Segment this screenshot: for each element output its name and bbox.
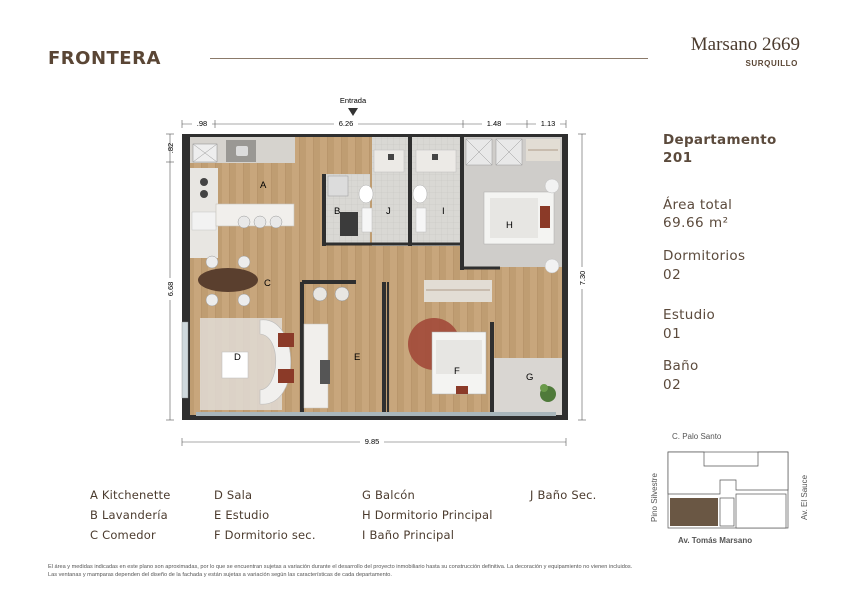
unit-heading: Departamento — [663, 132, 777, 148]
legend-item-i: I Baño Principal — [362, 528, 455, 542]
floor-plan — [160, 90, 600, 450]
header-divider — [210, 58, 648, 59]
legend-item-g: G Balcón — [362, 488, 415, 502]
legend-item-f: F Dormitorio sec. — [214, 528, 316, 542]
legend-item-c: C Comedor — [90, 528, 156, 542]
room-c-label: C — [264, 278, 271, 289]
room-f-label: F — [454, 366, 460, 377]
dim-top-4: 1.13 — [540, 119, 556, 128]
legend-item-j: J Baño Sec. — [530, 488, 597, 502]
legend-item-b: B Lavandería — [90, 508, 168, 522]
highlighted-building — [670, 498, 718, 526]
area-value: 69.66 m² — [663, 215, 729, 231]
dim-left-top: .82 — [166, 142, 175, 154]
street-right: Av. El Sauce — [800, 474, 809, 520]
disclaimer-line-1: El área y medidas indicadas en este plano son aproximadas, por lo que se encuentran sujetas a variación durante el desarrollo del proyecto inmobiliario hasta su construcción definitiva. La decoración y equipamiento no vienen incluidos. — [48, 564, 633, 570]
legend-item-e: E Estudio — [214, 508, 270, 522]
bath-value: 02 — [663, 377, 682, 393]
unit-number: 201 — [663, 150, 693, 166]
street-left: Pino Silvestre — [650, 473, 659, 522]
project-district: SURQUILLO — [745, 59, 798, 68]
project-name: Marsano 2669 — [690, 34, 800, 55]
room-e-label: E — [354, 352, 361, 363]
room-j-label: J — [386, 206, 391, 217]
legend-item-h: H Dormitorio Principal — [362, 508, 493, 522]
dim-left: 6.68 — [166, 281, 175, 297]
room-a-label: A — [260, 180, 267, 191]
room-g-label: G — [526, 372, 534, 383]
disclaimer-line-2: Las ventanas y mamparas dependen del diseño de la fachada y están sujetas a variación según las características de cada departamento. — [48, 572, 392, 578]
bath-label: Baño — [663, 358, 699, 374]
room-h-label: H — [506, 220, 513, 231]
entrance-label: Entrada — [339, 96, 367, 105]
location-map — [666, 450, 792, 530]
street-top: C. Palo Santo — [672, 432, 722, 441]
street-bottom: Av. Tomás Marsano — [678, 536, 753, 545]
dim-right: 7.30 — [578, 270, 587, 286]
study-label: Estudio — [663, 307, 716, 323]
entrance-arrow-icon — [348, 108, 358, 116]
area-label: Área total — [663, 197, 733, 213]
brand-logo: FRONTERA — [48, 48, 161, 69]
room-i-label: I — [442, 206, 445, 217]
dim-top-1: .98 — [196, 119, 208, 128]
bedrooms-label: Dormitorios — [663, 248, 746, 264]
dim-top-3: 1.48 — [486, 119, 502, 128]
dim-bottom: 9.85 — [364, 437, 380, 446]
room-d-label: D — [234, 352, 241, 363]
dim-top-2: 6.26 — [338, 119, 354, 128]
bedrooms-value: 02 — [663, 267, 682, 283]
legend-item-a: A Kitchenette — [90, 488, 171, 502]
study-value: 01 — [663, 326, 682, 342]
legend-item-d: D Sala — [214, 488, 253, 502]
room-b-label: B — [334, 206, 341, 217]
